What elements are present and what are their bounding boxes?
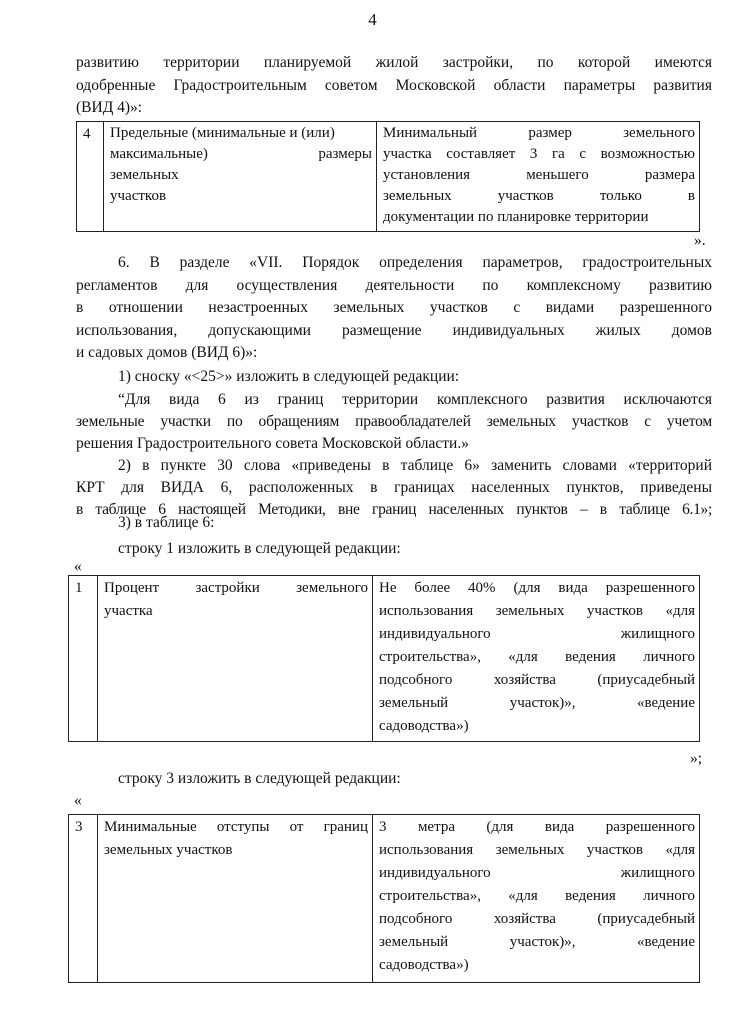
row3-instruction: строку 3 изложить в следующей редакции: bbox=[118, 770, 401, 787]
intro-line-1: развитию территории планируемой жилой застройки, по которой имеются bbox=[76, 54, 712, 71]
param-line: Процент застройки земельного bbox=[104, 580, 368, 596]
parameter-cell bbox=[104, 122, 377, 232]
item2-line-1: 2) в пункте 30 слова «приведены в таблице 6» заменить словами «территорий bbox=[118, 457, 712, 474]
value-line: Минимальный размер земельного bbox=[383, 125, 695, 141]
value-line: индивидуального жилищного bbox=[379, 626, 695, 642]
section6-line-2: регламентов для осуществления деятельности по комплексному развитию bbox=[76, 277, 712, 294]
item2-line-3: в таблице 6 настоящей Методики, вне границ населенных пунктов – в таблице 6.1»; bbox=[76, 501, 712, 518]
section6-line-5: и садовых домов (ВИД 6)»: bbox=[76, 344, 258, 361]
row-number-text: 1 bbox=[75, 580, 83, 596]
value-line: использования земельных участков «для bbox=[379, 603, 695, 619]
open-quote-3: « bbox=[74, 792, 82, 809]
param-line: максимальные) размеры bbox=[110, 146, 372, 162]
param-line: участков bbox=[110, 188, 167, 204]
section6-line-1: 6. В разделе «VII. Порядок определения параметров, градостроительных bbox=[118, 254, 712, 271]
row-number bbox=[77, 122, 104, 232]
row1-instruction: строку 1 изложить в следующей редакции: bbox=[118, 540, 401, 557]
value-line: использования земельных участков «для bbox=[379, 842, 695, 858]
value-line: земельный участок)», «ведение bbox=[379, 695, 695, 711]
closing-quote-row1: »; bbox=[690, 750, 703, 767]
value-line: строительства», «для ведения личного bbox=[379, 649, 695, 665]
section6-line-4: использования, допускающими размещение индивидуальных жилых домов bbox=[76, 322, 712, 339]
value-line: участка составляет 3 га с возможностью bbox=[383, 146, 695, 162]
param-line: земельных участков bbox=[104, 842, 233, 858]
table-vid4 bbox=[76, 121, 700, 232]
table-row bbox=[77, 122, 700, 232]
value-line: садоводства») bbox=[379, 718, 469, 734]
item3-head: 3) в таблице 6: bbox=[118, 514, 215, 531]
page-number: 4 bbox=[368, 10, 377, 29]
value-line: индивидуального жилищного bbox=[379, 865, 695, 881]
row-number-text: 3 bbox=[75, 819, 83, 835]
open-quote-1: « bbox=[74, 558, 82, 575]
param-line: земельных bbox=[110, 167, 179, 183]
table-row1 bbox=[68, 575, 700, 742]
value-line: садоводства») bbox=[379, 957, 469, 973]
row-number bbox=[69, 815, 98, 983]
row-number bbox=[69, 576, 98, 742]
intro-line-3: (ВИД 4)»: bbox=[76, 99, 143, 116]
table-row bbox=[69, 815, 700, 983]
value-cell bbox=[377, 122, 700, 232]
value-line: 3 метра (для вида разрешенного bbox=[379, 819, 695, 835]
closing-quote: ». bbox=[694, 232, 706, 249]
item2-line-2: КРТ для ВИДА 6, расположенных в границах населенных пунктов, приведены bbox=[76, 479, 712, 496]
item1-line-3: решения Градостроительного совета Московской области.» bbox=[76, 435, 469, 452]
value-line: установления меньшего размера bbox=[383, 167, 695, 183]
value-line: подсобного хозяйства (приусадебный bbox=[379, 911, 695, 927]
parameter-cell bbox=[98, 576, 373, 742]
row-number-text: 4 bbox=[83, 126, 91, 142]
param-line: участка bbox=[104, 603, 153, 619]
value-line: земельных участков только в bbox=[383, 188, 695, 204]
parameter-cell bbox=[98, 815, 373, 983]
value-line: Не более 40% (для вида разрешенного bbox=[379, 580, 695, 596]
section6-line-3: в отношении незастроенных земельных участков с видами разрешенного bbox=[76, 299, 712, 316]
item1-line-1: “Для вида 6 из границ территории комплексного развития исключаются bbox=[118, 391, 712, 408]
value-line: документации по планировке территории bbox=[383, 209, 649, 225]
value-line: строительства», «для ведения личного bbox=[379, 888, 695, 904]
item1-head: 1) сноску «<25>» изложить в следующей редакции: bbox=[118, 368, 460, 385]
value-cell bbox=[373, 576, 700, 742]
value-line: земельный участок)», «ведение bbox=[379, 934, 695, 950]
intro-line-2: одобренные Градостроительным советом Московской области параметры развития bbox=[76, 77, 712, 94]
table-row bbox=[69, 576, 700, 742]
param-line: Предельные (минимальные и (или) bbox=[110, 125, 335, 141]
table-row3 bbox=[68, 814, 700, 983]
item1-line-2: земельные участки по обращениям правообладателей земельных участков с учетом bbox=[76, 413, 712, 430]
param-line: Минимальные отступы от границ bbox=[104, 819, 368, 835]
value-cell bbox=[373, 815, 700, 983]
value-line: подсобного хозяйства (приусадебный bbox=[379, 672, 695, 688]
